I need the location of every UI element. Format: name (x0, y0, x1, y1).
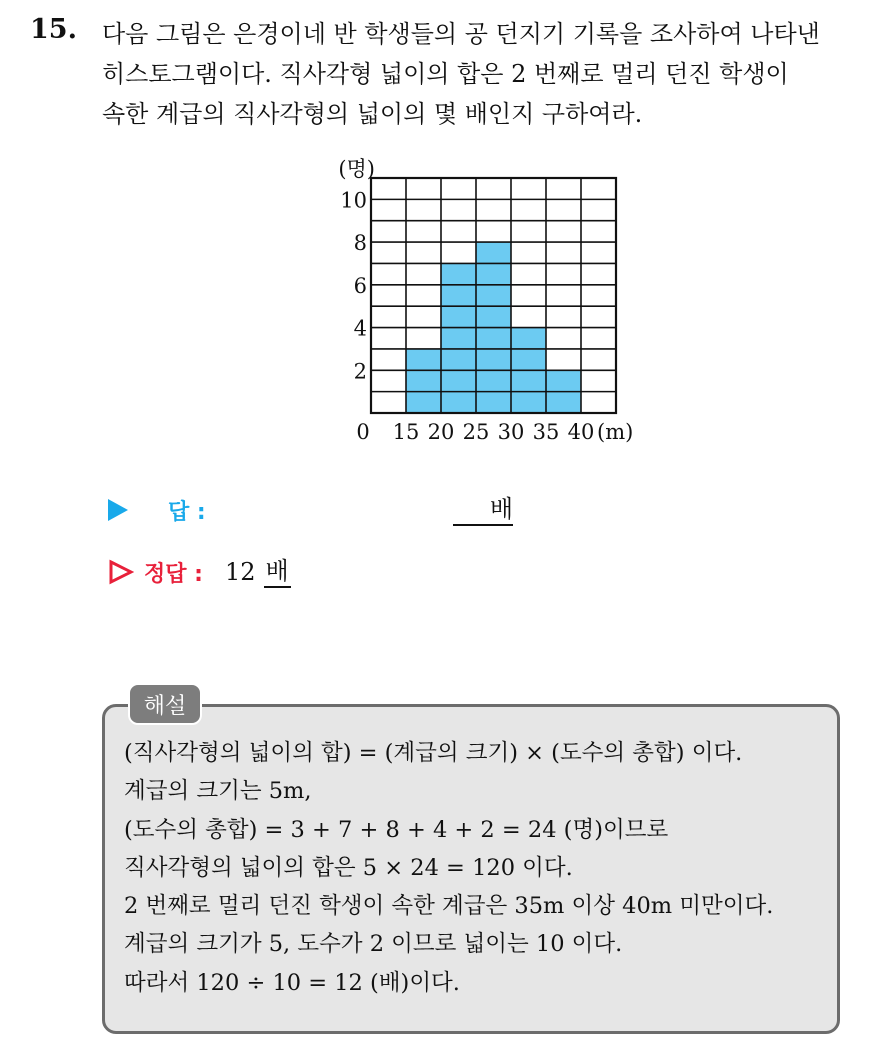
answer-blank-unit[interactable]: 배 (453, 494, 513, 526)
x-tick-label: 15 (392, 420, 420, 444)
y-tick-label: 10 (340, 188, 367, 213)
solution-line: 2 번째로 멀리 던진 학생이 속한 계급은 35m 이상 40m 미만이다. (124, 893, 774, 920)
answer-row (108, 490, 513, 530)
solution-tag: 해설 (128, 683, 202, 725)
y-tick-label: 6 (353, 273, 367, 298)
x-tick-label: 25 (462, 420, 490, 444)
y-tick-label: 8 (353, 231, 367, 256)
solution-line: 따라서 120 ÷ 10 = 12 (배)이다. (124, 969, 460, 996)
x-tick-label: 40 (567, 420, 595, 444)
solution-line: 계급의 크기는 5m, (124, 778, 312, 805)
solution-line: (직사각형의 넓이의 합) = (계급의 크기) × (도수의 총합) 이다. (124, 740, 743, 766)
histogram-bar (441, 263, 476, 413)
y-tick-label: 2 (353, 359, 367, 384)
correct-arrow-icon (108, 559, 134, 585)
solution-line: 계급의 크기가 5, 도수가 2 이므로 넓이는 10 이다. (124, 931, 623, 958)
y-axis-unit: (명) (338, 157, 375, 181)
question-number: 15. (30, 14, 77, 45)
histogram-bar (406, 349, 441, 413)
origin-label: 0 (356, 420, 370, 444)
answer-arrow-icon (108, 499, 128, 521)
answer-label: 답 : (168, 499, 206, 525)
x-tick-label: 20 (427, 420, 455, 444)
correct-unit: 배 (264, 556, 291, 588)
x-tick-label: 30 (497, 420, 525, 444)
question-line: 속한 계급의 직사각형의 넓이의 몇 배인지 구하여라. (102, 100, 643, 128)
question-line: 다음 그림은 은경이네 반 학생들의 공 던지기 기록을 조사하여 나타낸 (102, 20, 820, 48)
x-tick-label: 35 (532, 420, 560, 444)
correct-answer-row (108, 552, 291, 592)
solution-text (124, 734, 836, 1002)
question-line: 히스토그램이다. 직사각형 넓이의 합은 2 번째로 멀리 던진 학생이 (102, 60, 789, 88)
x-axis-unit: (m) (597, 420, 634, 444)
correct-label: 정답 : (144, 561, 203, 587)
y-tick-label: 4 (353, 316, 367, 341)
solution-line: 직사각형의 넓이의 합은 5 × 24 = 120 이다. (124, 854, 573, 881)
solution-line: (도수의 총합) = 3 + 7 + 8 + 4 + 2 = 24 (명)이므로 (124, 816, 669, 843)
histogram-chart (0, 0, 884, 460)
correct-value: 12 (224, 558, 256, 586)
